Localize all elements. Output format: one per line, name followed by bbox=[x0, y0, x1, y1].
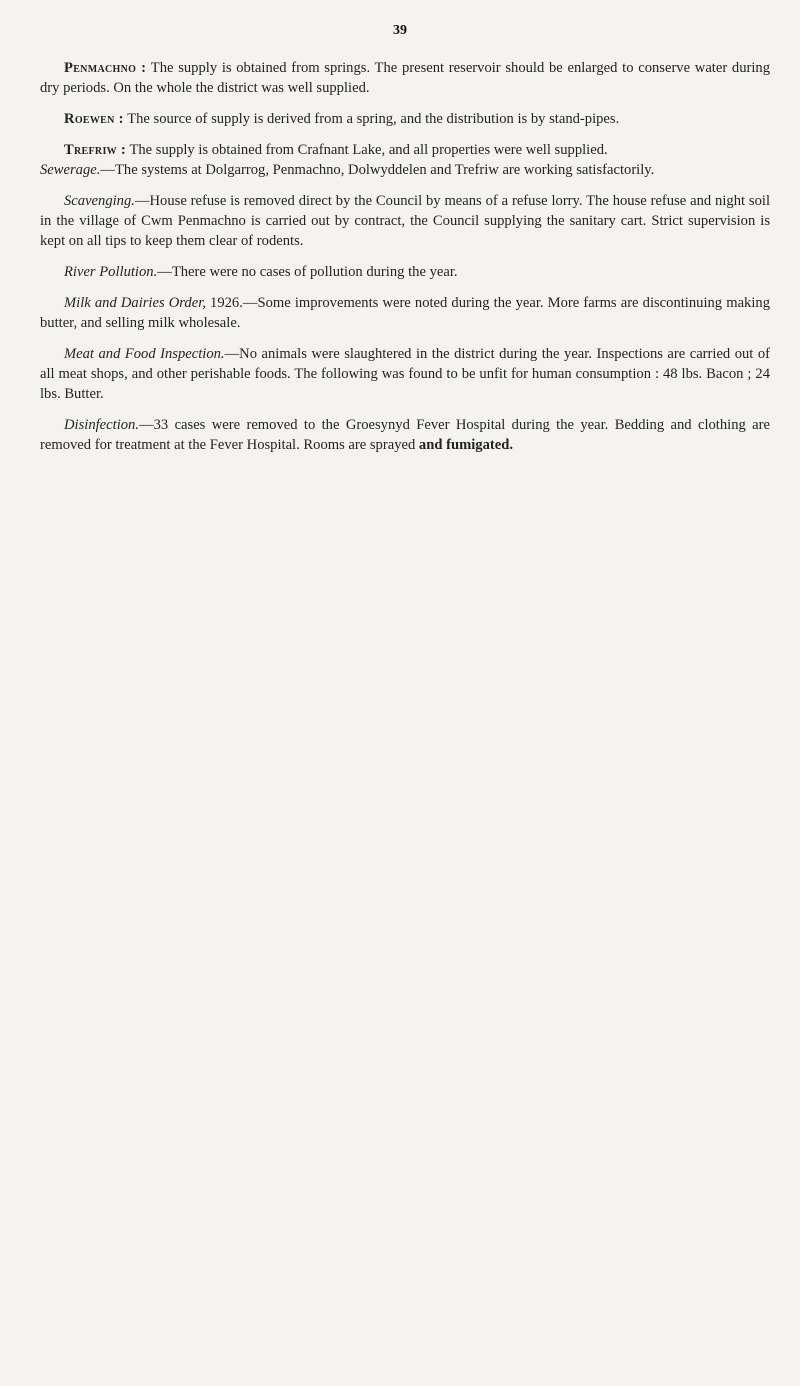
text-trefriw: The supply is obtained from Crafnant Lake, and all properties were well supplied. bbox=[129, 142, 608, 158]
text-disinfection: —33 cases were removed to the Groesynyd Fever Hospital during the year. Bedding and clothing are removed for treatment at the Fever Hospital. Rooms are sprayed bbox=[40, 417, 770, 453]
paragraph-penmachno bbox=[40, 58, 770, 98]
heading-trefriw: Trefriw : bbox=[64, 142, 127, 158]
text-penmachno: The supply is obtained from springs. The present reservoir should be enlarged to conserve water during dry periods. On the whole the district was well supplied. bbox=[40, 60, 771, 96]
heading-penmachno: Penmachno : bbox=[64, 60, 147, 76]
heading-roewen: Roewen : bbox=[64, 111, 124, 127]
paragraph-trefriw bbox=[40, 140, 770, 160]
text-scavenging: —House refuse is removed direct by the Council by means of a refuse lorry. The house refuse and night soil in the village of Cwm Penmachno is carried out by contract, the Council supplying the sanitary cart. Strict supervision is kept on all tips to keep them clear of rodents. bbox=[40, 193, 770, 249]
heading-disinfection: Disinfection. bbox=[64, 417, 139, 433]
text-river-pollution: —There were no cases of pollution during the year. bbox=[157, 264, 458, 280]
text-sewerage: —The systems at Dolgarrog, Penmachno, Dolwyddelen and Trefriw are working satisfactorily. bbox=[100, 162, 655, 178]
heading-sewerage: Sewerage. bbox=[40, 162, 101, 178]
paragraph-roewen bbox=[40, 109, 770, 129]
text-milk-dairies: 1926.—Some improvements were noted during the year. More farms are discontinuing making butter, and selling milk wholesale. bbox=[40, 295, 770, 331]
paragraph-river-pollution bbox=[40, 262, 770, 282]
paragraph-meat-food bbox=[40, 344, 770, 404]
heading-milk-dairies: Milk and Dairies Order, bbox=[64, 295, 206, 311]
paragraph-sewerage bbox=[40, 160, 770, 180]
page-number: 39 bbox=[393, 23, 407, 38]
paragraph-milk-dairies bbox=[40, 293, 770, 333]
heading-river-pollution: River Pollution. bbox=[64, 264, 158, 280]
text-disinfection-tail: and fumigated. bbox=[418, 437, 513, 453]
heading-scavenging: Scavenging. bbox=[64, 193, 135, 209]
text-meat-food: —No animals were slaughtered in the district during the year. Inspections are carried out of all meat shops, and other perishable foods. The following was found to be unfit for human consumption : 48 lbs. Bacon ; 24 lbs. Butter. bbox=[40, 346, 770, 402]
document-body bbox=[40, 58, 770, 466]
heading-meat-food: Meat and Food Inspection. bbox=[64, 346, 225, 362]
paragraph-scavenging bbox=[40, 191, 770, 251]
paragraph-disinfection bbox=[40, 415, 770, 455]
text-roewen: The source of supply is derived from a spring, and the distribution is by stand-pipes. bbox=[127, 111, 620, 127]
